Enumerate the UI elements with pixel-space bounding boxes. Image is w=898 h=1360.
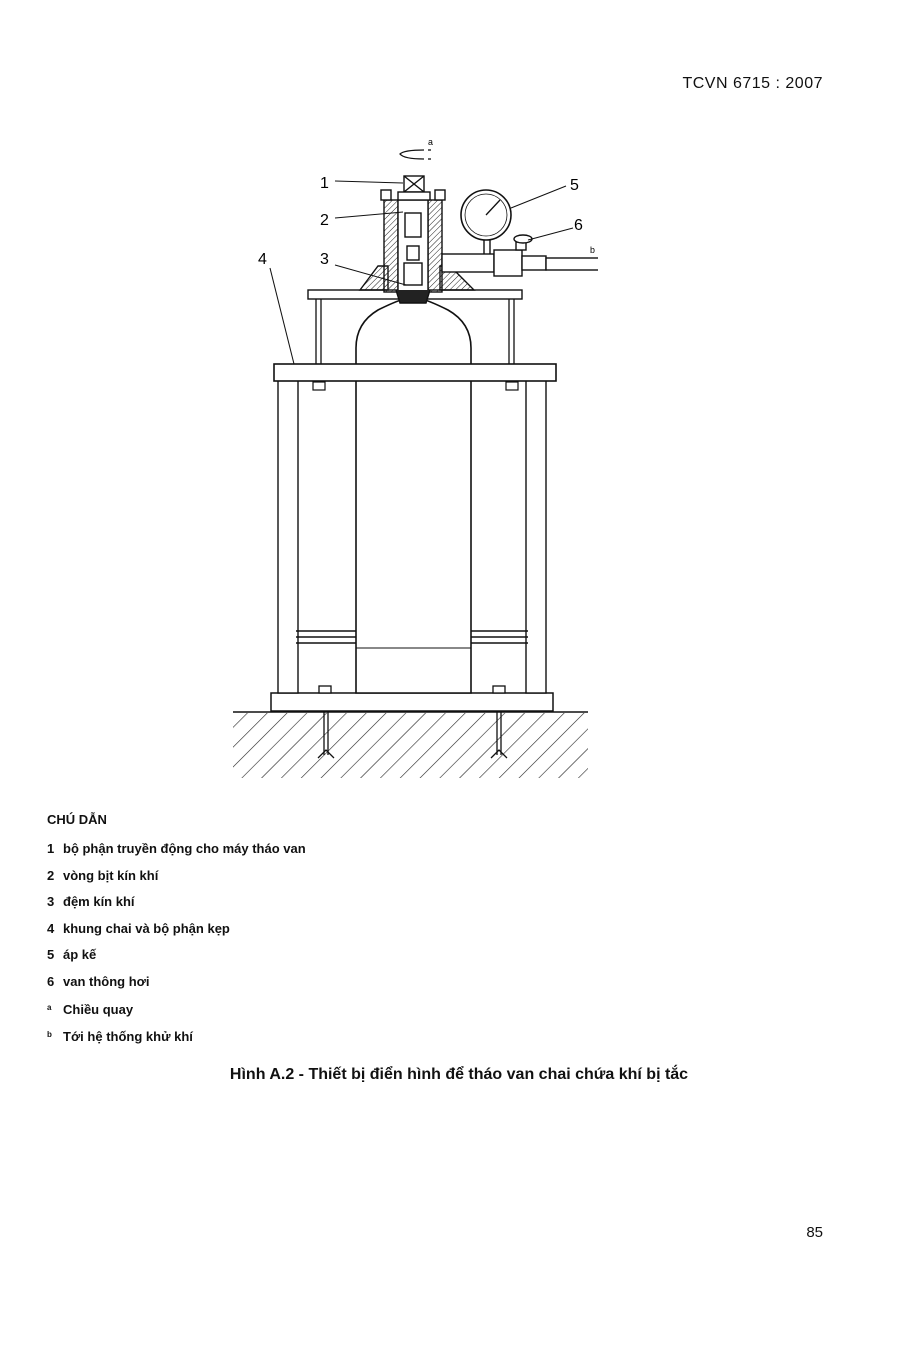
standard-code: TCVN 6715 : 2007 (682, 75, 823, 92)
page-number: 85 (806, 1224, 823, 1241)
valve-housing (360, 200, 474, 303)
vent-valve (514, 235, 532, 250)
frame-top-plate (274, 364, 556, 381)
callout-a: ᵃ (428, 138, 433, 151)
callout-b: ᵇ (590, 244, 595, 259)
vent-pipe (442, 250, 598, 276)
gas-cylinder (356, 298, 471, 693)
legend-item: 2 vòng bịt kín khí (47, 867, 159, 883)
valve-removal-apparatus-diagram (228, 138, 598, 788)
legend-item: 5 áp kế (47, 947, 97, 962)
ground-hatching (233, 712, 588, 778)
pressure-gauge (461, 190, 511, 254)
callout-2: 2 (320, 212, 329, 229)
base-plate (271, 693, 553, 711)
callout-3: 3 (320, 251, 329, 268)
callout-5: 5 (570, 177, 579, 194)
legend-item: 4 khung chai và bộ phận kẹp (47, 920, 230, 936)
legend-item: b Tới hệ thống khử khí (47, 1028, 193, 1044)
legend (47, 812, 306, 1051)
legend-item: a Chiều quay (47, 1002, 134, 1017)
drive-head (381, 176, 445, 200)
figure-caption: Hình A.2 - Thiết bị điển hình để tháo van chai chứa khí bị tắc (229, 1066, 689, 1083)
callout-6: 6 (574, 217, 583, 234)
legend-item: 1 bộ phận truyền động cho máy tháo van (47, 841, 306, 856)
callout-1: 1 (320, 175, 329, 192)
legend-item: 6 van thông hơi (47, 973, 150, 989)
legend-item: 3 đệm kín khí (47, 894, 135, 909)
rotation-arrow (400, 150, 424, 159)
callout-4: 4 (258, 251, 267, 268)
legend-title: CHÚ DẪN (47, 812, 107, 827)
